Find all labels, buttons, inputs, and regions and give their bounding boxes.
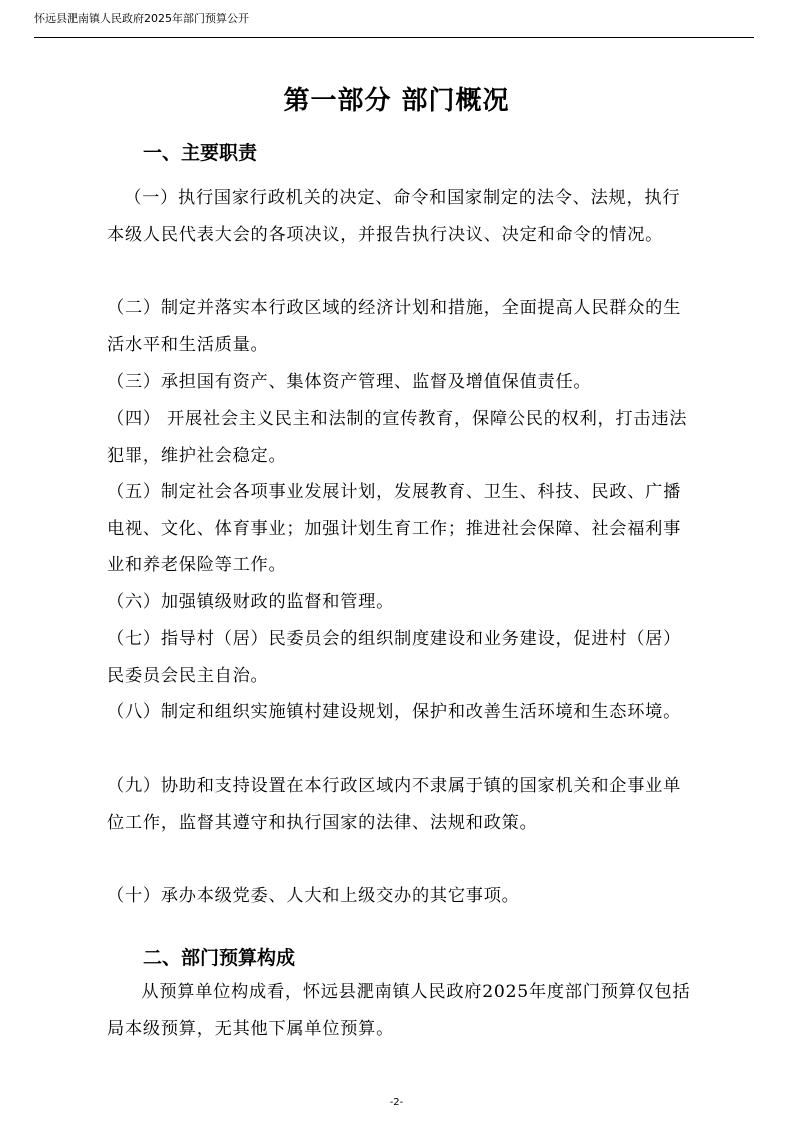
running-header: 怀远县淝南镇人民政府2025年部门预算公开 xyxy=(34,12,249,25)
duty-paragraph-10: （十）承办本级党委、人大和上级交办的其它事项。 xyxy=(107,886,520,906)
duty-paragraph-3: （三）承担国有资产、集体资产管理、监督及增值保值责任。 xyxy=(107,372,592,392)
page-number: -2- xyxy=(389,1097,404,1108)
duty-paragraph-7: （七）指导村（居）民委员会的组织制度建设和业务建设，促进村（居）民委员会民主自治。 xyxy=(107,629,682,686)
duty-paragraph-4: （四） 开展社会主义民主和法制的宣传教育，保障公民的权利，打击违法犯罪，维护社会稳定。 xyxy=(107,409,688,466)
duty-paragraph-6: （六）加强镇级财政的监督和管理。 xyxy=(107,592,395,612)
duty-paragraph-2: （二）制定并落实本行政区域的经济计划和措施，全面提高人民群众的生活水平和生活质量。 xyxy=(107,298,682,355)
duty-paragraph-5: （五）制定社会各项事业发展计划，发展教育、卫生、科技、民政、广播电视、文化、体育事业；加强计划生育工作；推进社会保障、社会福利事业和养老保险等工作。 xyxy=(107,482,682,576)
section-heading-duties: 一、主要职责 xyxy=(143,142,258,164)
budget-paragraph: 从预算单位构成看，怀远县淝南镇人民政府2025年度部门预算仅包括局本级预算，无其他下属单位预算。 xyxy=(107,982,691,1039)
section-heading-budget: 二、部门预算构成 xyxy=(143,947,296,969)
header-rule xyxy=(34,37,754,38)
duty-paragraph-9: （九）协助和支持设置在本行政区域内不隶属于镇的国家机关和企事业单位工作，监督其遵守和执行国家的法律、法规和政策。 xyxy=(107,776,682,833)
duty-paragraph-8: （八）制定和组织实施镇村建设规划，保护和改善生活环境和生态环境。 xyxy=(107,702,682,722)
page-title: 第一部分 部门概况 xyxy=(283,86,510,116)
duty-paragraph-1: （一）执行国家行政机关的决定、命令和国家制定的法令、法规，执行本级人民代表大会的各项决议，并报告执行决议、决定和命令的情况。 xyxy=(107,188,681,245)
